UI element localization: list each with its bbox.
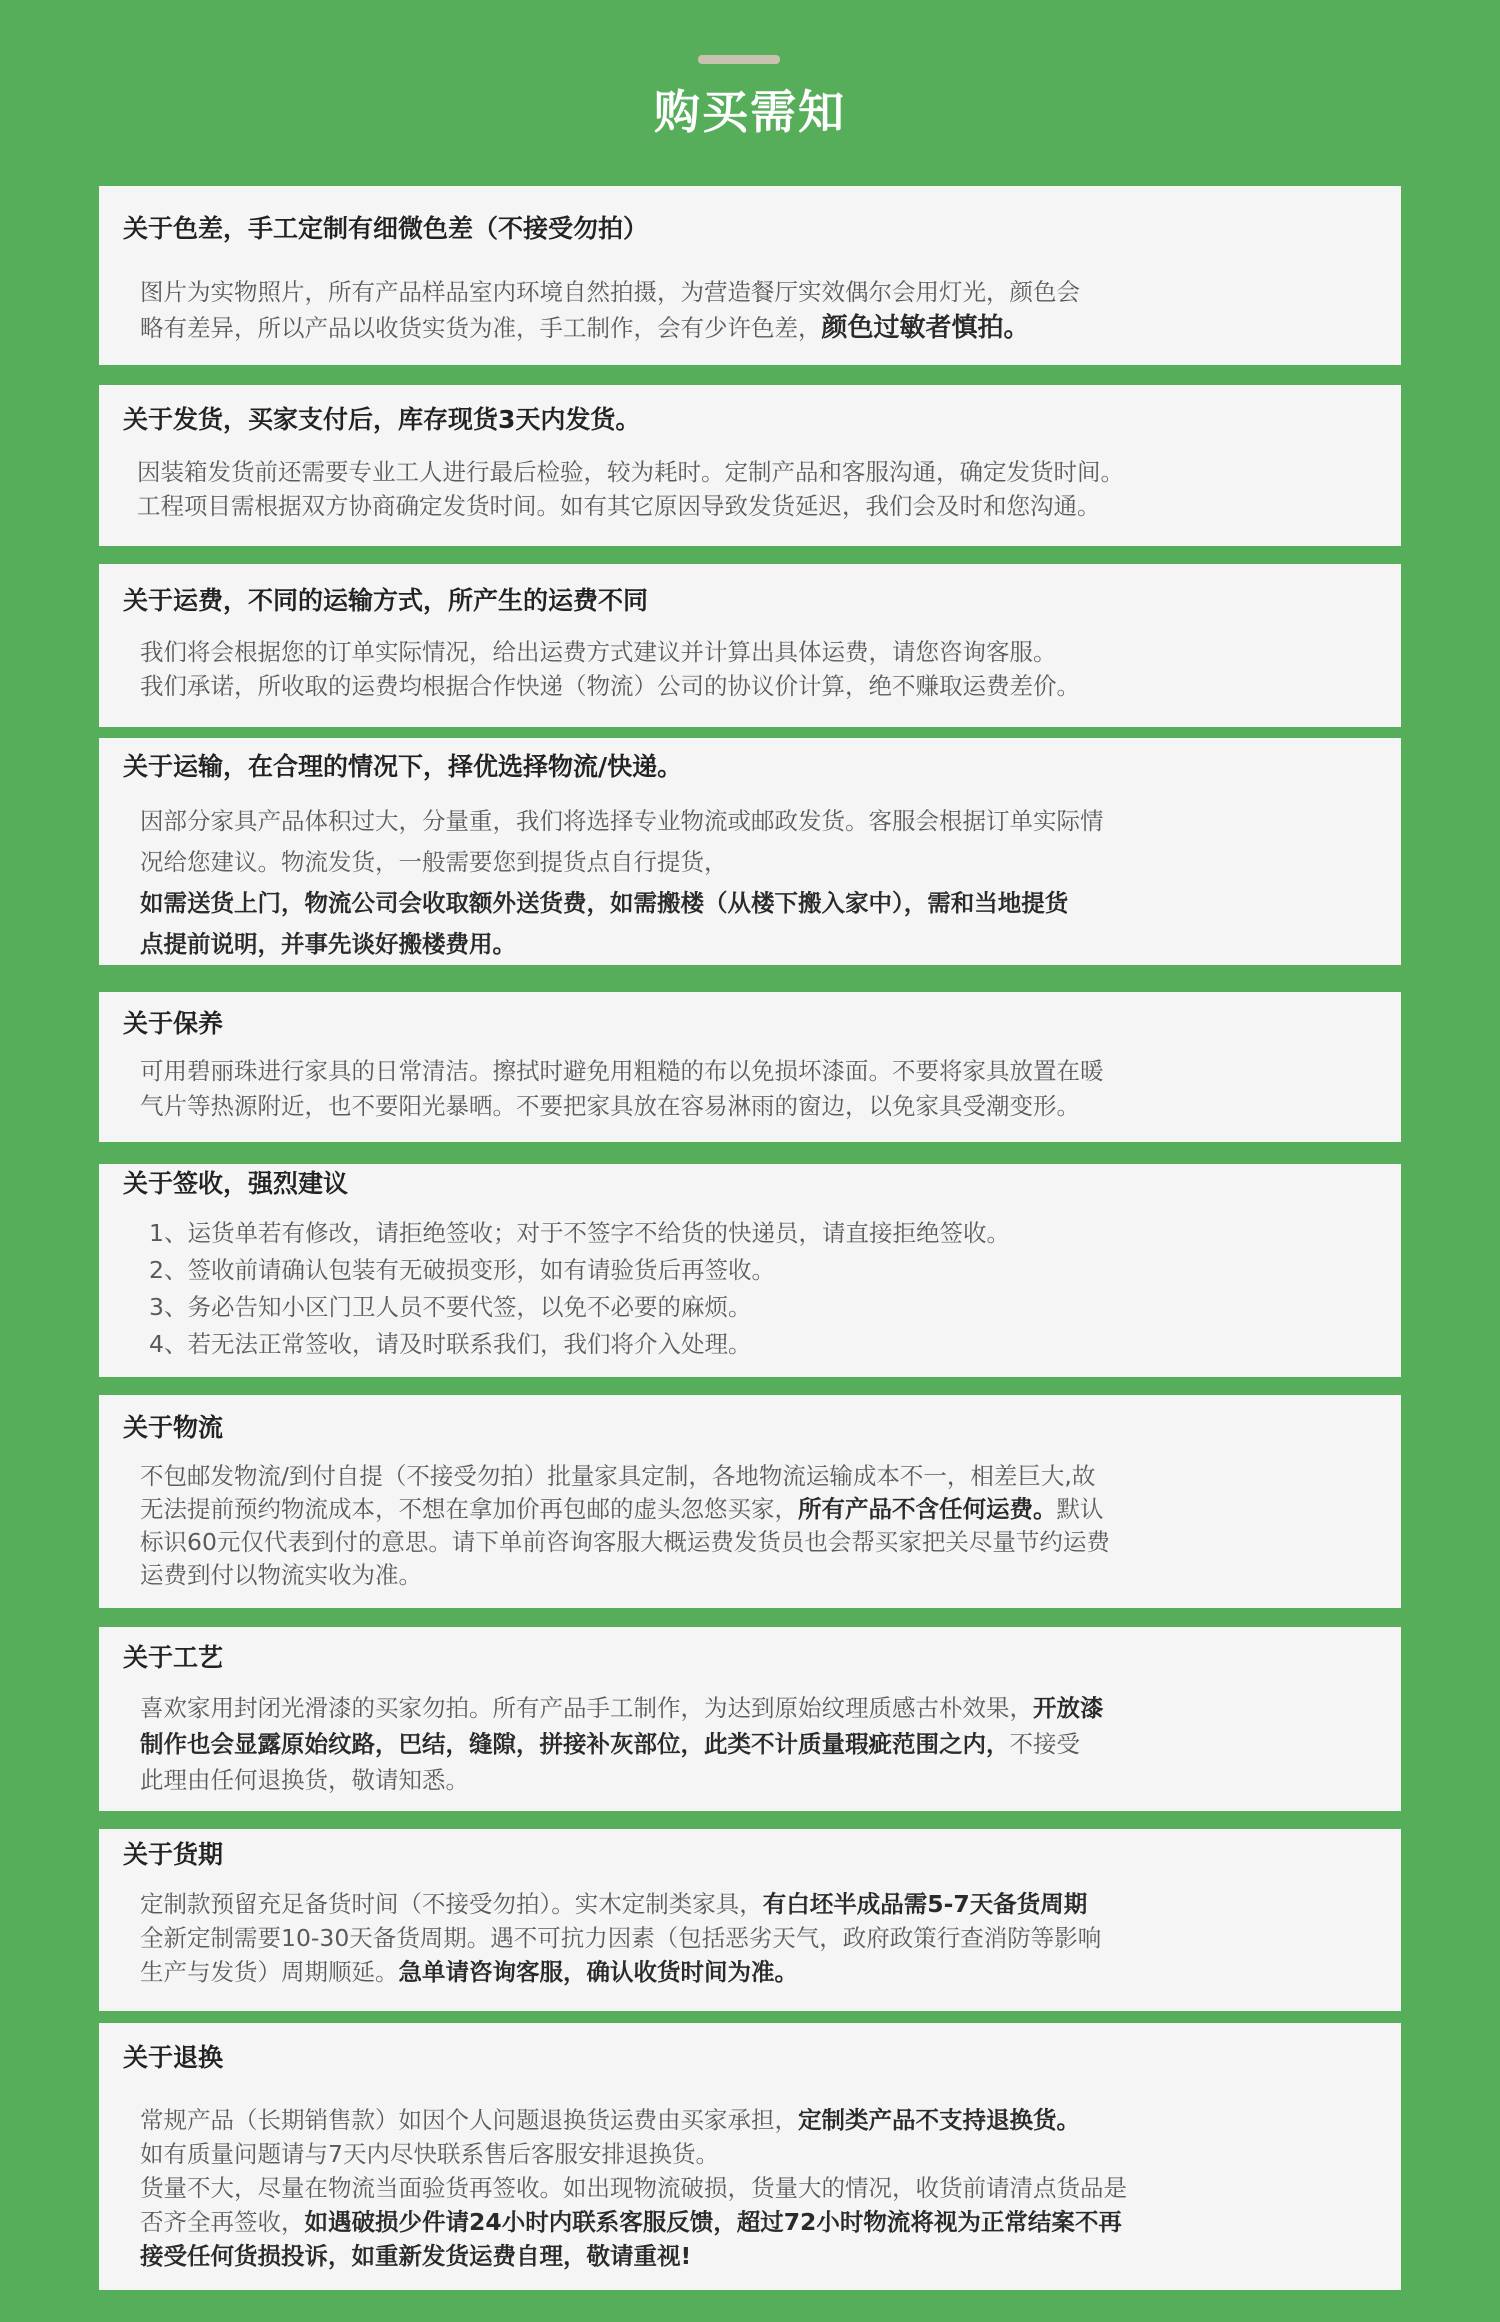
section-body (140, 1460, 1360, 1592)
body-text: 无法提前预约物流成本，不想在拿加价再包邮的虚头忽悠买家， (140, 1495, 798, 1523)
section-title: 关于运费，不同的运输方式，所产生的运费不同 (123, 586, 649, 615)
section-body (140, 1690, 1360, 1798)
section-craft (99, 1627, 1401, 1811)
body-line: 因装箱发货前还需要专业工人进行最后检验，较为耗时。定制产品和客服沟通，确定发货时间。 (137, 458, 1124, 486)
section-maintenance (99, 992, 1401, 1142)
body-line: 图片为实物照片，所有产品样品室内环境自然拍摄，为营造餐厅实效偶尔会用灯光，颜色会 (140, 278, 1080, 306)
section-title: 关于签收，强烈建议 (123, 1169, 349, 1198)
section-body (140, 801, 1360, 965)
body-line (140, 1726, 1360, 1762)
body-line: 况给您建议。物流发货，一般需要您到提货点自行提货， (140, 848, 728, 876)
list-item: 4、若无法正常签收，请及时联系我们，我们将介入处理。 (149, 1330, 752, 1358)
section-title: 关于物流 (123, 1413, 224, 1442)
body-bold-text: 所有产品不含任何运费。 (798, 1495, 1057, 1523)
body-text: 喜欢家用封闭光滑漆的买家勿拍。所有产品手工制作，为达到原始纹理质感古朴效果， (140, 1694, 1033, 1722)
section-shipping-fee (99, 564, 1401, 727)
body-line (140, 310, 1360, 346)
body-line: 货量不大，尽量在物流当面验货再签收。如出现物流破损，货量大的情况，收货前请清点货品是 (140, 2174, 1127, 2202)
body-bold-text: 定制类产品不支持退换货。 (798, 2106, 1080, 2134)
section-body (140, 274, 1360, 346)
body-line: 全新定制需要10-30天备货周期。遇不可抗力因素（包括恶劣天气，政府政策行查消防等影响 (140, 1924, 1102, 1952)
body-line: 此理由任何退换货，敬请知悉。 (140, 1766, 469, 1794)
body-bold-text: 制作也会显露原始纹路，巴结，缝隙，拼接补灰部位，此类不计质量瑕疵范围之内， (140, 1730, 1010, 1758)
body-bold-text: 颜色过敏者慎拍。 (821, 313, 1030, 343)
list-item: 2、签收前请确认包装有无破损变形，如有请验货后再签收。 (149, 1256, 775, 1284)
body-line (140, 1887, 1360, 1921)
section-shipping-time (99, 385, 1401, 546)
section-body (140, 1887, 1360, 1989)
body-text: 略有差异，所以产品以收货实货为准，手工制作，会有少许色差， (140, 314, 822, 342)
body-text: 定制款预留充足备货时间（不接受勿拍）。实木定制类家具， (140, 1890, 763, 1918)
body-line (140, 1690, 1360, 1726)
body-text: 常规产品（长期销售款）如因个人问题退换货运费由买家承担， (140, 2106, 798, 2134)
section-title: 关于发货，买家支付后，库存现货3天内发货。 (123, 405, 641, 434)
page-title: 购买需知 (654, 85, 846, 139)
body-line (140, 2205, 1360, 2239)
section-color-difference (99, 186, 1401, 365)
body-bold-line: 如需送货上门，物流公司会收取额外送货费，如需搬楼（从楼下搬入家中），需和当地提货 (140, 889, 1069, 917)
body-bold-line: 点提前说明，并事先谈好搬楼费用。 (140, 930, 516, 958)
body-line: 运费到付以物流实收为准。 (140, 1561, 422, 1589)
body-bold-text: 如遇破损少件请24小时内联系客服反馈，超过72小时物流将视为正常结案不再 (304, 2208, 1122, 2236)
section-title: 关于工艺 (123, 1643, 224, 1672)
body-line: 我们承诺，所收取的运费均根据合作快递（物流）公司的协议价计算，绝不赚取运费差价。 (140, 672, 1080, 700)
body-text: 生产与发货）周期顺延。 (140, 1958, 399, 1986)
body-bold-text: 急单请咨询客服，确认收货时间为准。 (398, 1958, 798, 1986)
body-line (140, 1955, 1360, 1989)
section-body (140, 1054, 1360, 1124)
body-line: 如有质量问题请与7天内尽快联系售后客服安排退换货。 (140, 2140, 719, 2168)
section-title: 关于运输，在合理的情况下，择优选择物流/快递。 (123, 752, 683, 781)
body-line: 工程项目需根据双方协商确定发货时间。如有其它原因导致发货延迟，我们会及时和您沟通。 (137, 492, 1101, 520)
section-body (140, 635, 1360, 703)
body-text: 不接受 (1009, 1730, 1080, 1758)
body-line: 我们将会根据您的订单实际情况，给出运费方式建议并计算出具体运费，请您咨询客服。 (140, 638, 1057, 666)
section-returns (99, 2023, 1401, 2290)
body-line: 不包邮发物流/到付自提（不接受勿拍）批量家具定制，各地物流运输成本不一，相差巨大,故 (140, 1462, 1096, 1490)
body-line: 标识60元仅代表到付的意思。请下单前咨询客服大概运费发货员也会帮买家把关尽量节约运费 (140, 1528, 1110, 1556)
body-bold-line: 接受任何货损投诉，如重新发货运费自理，敬请重视! (140, 2242, 692, 2270)
section-body (140, 2103, 1360, 2273)
body-bold-text: 开放漆 (1033, 1694, 1104, 1722)
body-text: 否齐全再签收， (140, 2208, 305, 2236)
title-decoration-bar (698, 55, 780, 64)
section-transport (99, 738, 1401, 965)
list-item: 1、运货单若有修改，请拒绝签收；对于不签字不给货的快递员，请直接拒绝签收。 (149, 1219, 1010, 1247)
section-title: 关于货期 (123, 1840, 224, 1869)
body-line (140, 1493, 1360, 1526)
section-delivery-period (99, 1829, 1401, 2011)
body-line: 气片等热源附近，也不要阳光暴晒。不要把家具放在容易淋雨的窗边，以免家具受潮变形。 (140, 1092, 1080, 1120)
section-title: 关于色差，手工定制有细微色差（不接受勿拍） (123, 214, 649, 243)
body-bold-text: 有白坯半成品需5-7天备货周期 (762, 1890, 1088, 1918)
section-signing (99, 1164, 1401, 1377)
body-line: 因部分家具产品体积过大，分量重，我们将选择专业物流或邮政发货。客服会根据订单实际情 (140, 807, 1104, 835)
section-logistics (99, 1395, 1401, 1608)
body-line (140, 2103, 1360, 2137)
body-text: 默认 (1056, 1495, 1104, 1523)
body-line: 可用碧丽珠进行家具的日常清洁。擦拭时避免用粗糙的布以免损坏漆面。不要将家具放置在暖 (140, 1057, 1104, 1085)
section-body (141, 1215, 1361, 1363)
list-item: 3、务必告知小区门卫人员不要代签，以免不必要的麻烦。 (149, 1293, 752, 1321)
section-body (137, 455, 1357, 523)
section-title: 关于保养 (123, 1009, 224, 1038)
section-title: 关于退换 (123, 2043, 224, 2072)
